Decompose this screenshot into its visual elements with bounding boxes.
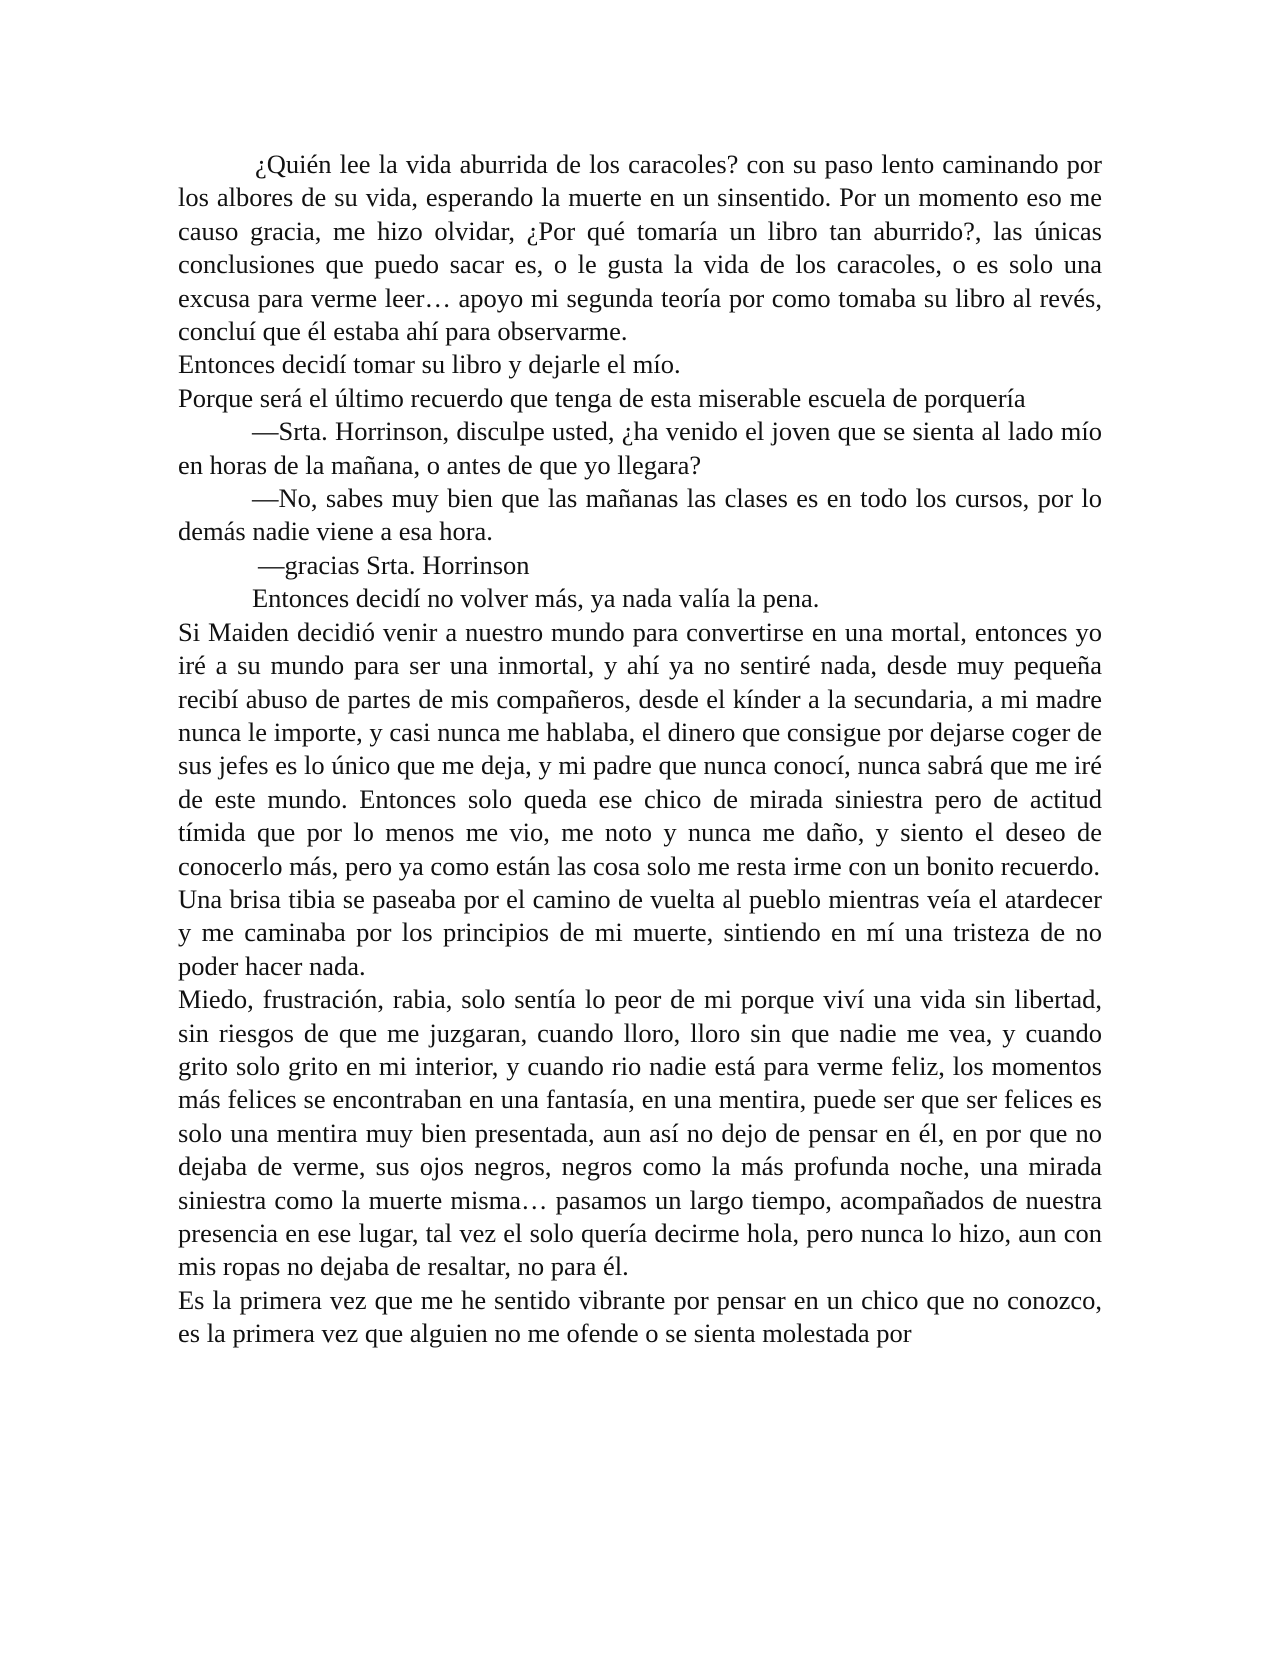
dialogue-line: —No, sabes muy bien que las mañanas las clases es en todo los cursos, por lo demás nadie viene a esa hora. bbox=[178, 483, 1102, 547]
paragraph: Porque será el último recuerdo que tenga de esta miserable escuela de porquería bbox=[178, 382, 1026, 413]
paragraph: Miedo, frustración, rabia, solo sentía lo peor de mi porque viví una vida sin libertad, sin riesgos de que me juzgaran, cuando lloro, lloro sin que nadie me vea, y cuando grito solo grito en mi interior, y cuando rio nadie está para verme feliz, los momentos más felices se encontraban en una fantasía, en una mentira, puede ser que ser felices es solo una mentira muy bien presentada, aun así no dejo de pensar en él, en por que no dejaba de verme, sus ojos negros, negros como la más profunda noche, una mirada siniestra como la muerte misma… pasamos un largo tiempo, acompañados de nuestra presencia en ese lugar, tal vez el solo quería decirme hola, pero nunca lo hizo, aun con mis ropas no dejaba de resaltar, no para él. bbox=[178, 984, 1102, 1282]
paragraph: Una brisa tibia se paseaba por el camino de vuelta al pueblo mientras veía el atardecer y me caminaba por los principios de mi muerte, sintiendo en mí una tristeza de no poder hacer nada. bbox=[178, 883, 1102, 981]
dialogue-line: —gracias Srta. Horrinson bbox=[258, 549, 530, 580]
paragraph: Entonces decidí tomar su libro y dejarle el mío. bbox=[178, 349, 681, 380]
dialogue-line: —Srta. Horrinson, disculpe usted, ¿ha venido el joven que se sienta al lado mío en horas de la mañana, o antes de que yo llegara? bbox=[178, 416, 1102, 480]
body-text bbox=[178, 148, 1102, 1351]
paragraph: ¿Quién lee la vida aburrida de los caracoles? con su paso lento caminando por los albores de su vida, esperando la muerte en un sinsentido. Por un momento eso me causo gracia, me hizo olvidar, ¿Por qué tomaría un libro tan aburrido?, las únicas conclusiones que puedo sacar es, o le gusta la vida de los caracoles, o es solo una excusa para verme leer… apoyo mi segunda teoría por como tomaba su libro al revés, concluí que él estaba ahí para observarme. bbox=[178, 149, 1102, 347]
paragraph: Es la primera vez que me he sentido vibrante por pensar en un chico que no conozco, es la primera vez que alguien no me ofende o se sienta molestada por bbox=[178, 1284, 1102, 1349]
paragraph: Entonces decidí no volver más, ya nada valía la pena. bbox=[252, 583, 820, 614]
paragraph: Si Maiden decidió venir a nuestro mundo para convertirse en una mortal, entonces yo iré a su mundo para ser una inmortal, y ahí ya no sentiré nada, desde muy pequeña recibí abuso de partes de mis compañeros, desde el kínder a la secundaria, a mi madre nunca le importe, y casi nunca me hablaba, el dinero que consigue por dejarse coger de sus jefes es lo único que me deja, y mi padre que nunca conocí, nunca sabrá que me iré de este mundo. Entonces solo queda ese chico de mirada siniestra pero de actitud tímida que por lo menos me vio, me noto y nunca me daño, y siento el deseo de conocerlo más, pero ya como están las cosa solo me resta irme con un bonito recuerdo. bbox=[178, 616, 1102, 881]
